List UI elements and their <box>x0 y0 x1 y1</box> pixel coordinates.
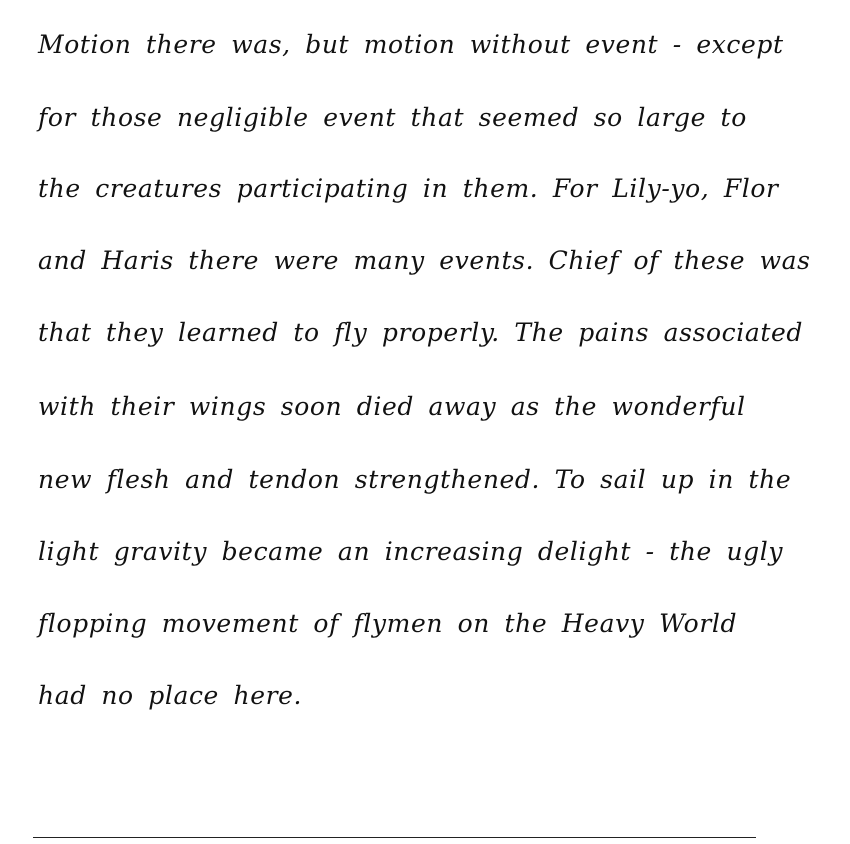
text-line-5: that they learned to fly properly. The pains associated <box>38 318 804 347</box>
text-line-7: new flesh and tendon strengthened. To sail up in the <box>38 465 792 494</box>
bottom-rule <box>33 837 756 838</box>
text-line-8: light gravity became an increasing delight - the ugly <box>38 537 784 566</box>
text-line-1: Motion there was, but motion without event - except <box>38 30 784 59</box>
text-line-9: flopping movement of flymen on the Heavy World <box>38 609 738 638</box>
text-line-10: had no place here. <box>38 681 303 710</box>
text-line-2: for those negligible event that seemed so large to <box>38 103 747 132</box>
text-line-3: the creatures participating in them. For Lily-yo, Flor <box>38 174 779 203</box>
text-line-4: and Haris there were many events. Chief of these was <box>38 246 811 275</box>
text-line-6: with their wings soon died away as the wonderful <box>38 392 746 421</box>
